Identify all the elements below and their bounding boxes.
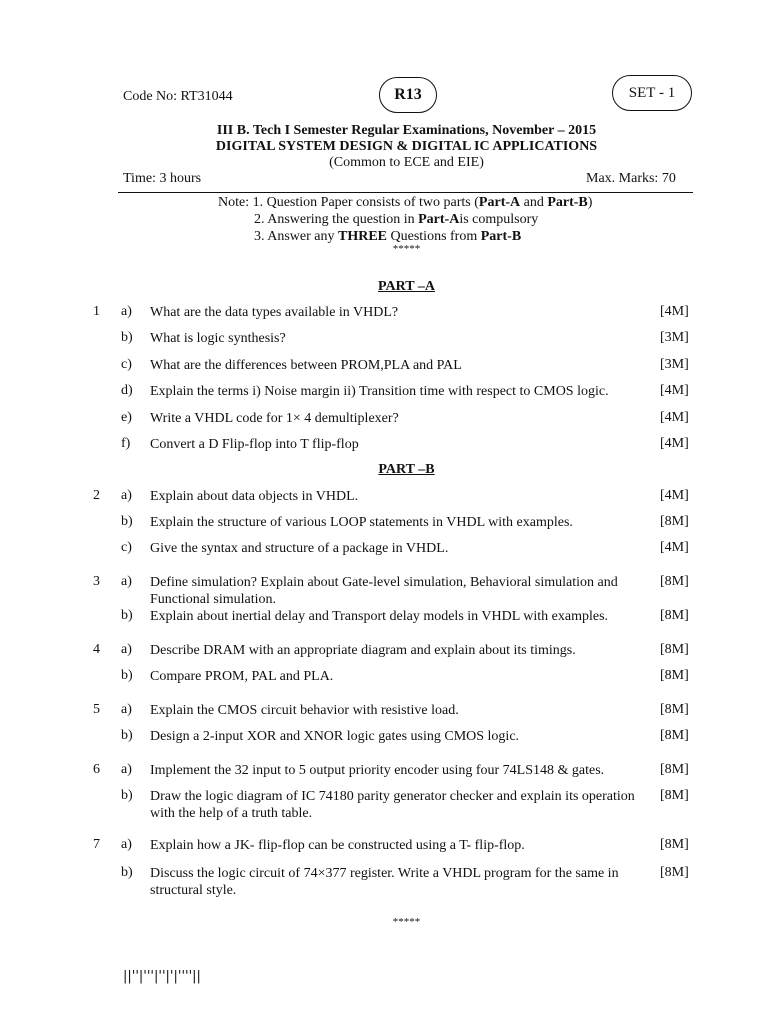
header-divider (118, 192, 693, 193)
exam-title: III B. Tech I Semester Regular Examinations, November – 2015 (216, 123, 597, 138)
question-marks: [8M] (660, 668, 689, 683)
question-text: What are the data types available in VHDL? (150, 305, 399, 320)
question-paper-code: Code No: RT31044 (123, 89, 233, 104)
part-a-heading: PART –A (378, 279, 435, 294)
sub-label: e) (121, 410, 132, 425)
question-marks: [8M] (660, 642, 689, 657)
sub-label: a) (121, 642, 132, 657)
note-line-2: 2. Answering the question in Part-Ais compulsory (254, 212, 539, 227)
sub-label: b) (121, 668, 133, 683)
question-text: Give the syntax and structure of a package in VHDL. (150, 541, 449, 556)
question-marks: [8M] (660, 608, 689, 623)
question-marks: [4M] (660, 488, 689, 503)
part-b-heading: PART –B (378, 462, 435, 477)
set-badge: SET - 1 (612, 75, 692, 111)
question-text: Define simulation? Explain about Gate-level simulation, Behavioral simulation and Functional simulation. (150, 575, 618, 607)
sub-label: b) (121, 728, 133, 743)
sub-label: b) (121, 330, 133, 345)
question-text: Design a 2-input XOR and XNOR logic gates using CMOS logic. (150, 729, 520, 744)
question-marks: [8M] (660, 762, 689, 777)
subject-title: DIGITAL SYSTEM DESIGN & DIGITAL IC APPLICATIONS (215, 139, 598, 154)
question-text: Implement the 32 input to 5 output priority encoder using four 74LS148 & gates. (150, 763, 605, 778)
question-number: 7 (93, 837, 100, 852)
question-text: Explain the terms i) Noise margin ii) Transition time with respect to CMOS logic. (150, 384, 609, 399)
question-marks: [8M] (660, 728, 689, 743)
question-number: 4 (93, 642, 100, 657)
question-text: Write a VHDL code for 1× 4 demultiplexer? (150, 411, 399, 426)
question-text: Explain about data objects in VHDL. (150, 489, 359, 504)
sub-label: b) (121, 608, 133, 623)
sub-label: a) (121, 702, 132, 717)
sub-label: b) (121, 788, 133, 803)
sub-label: d) (121, 383, 133, 398)
question-number: 1 (93, 304, 100, 319)
max-marks: Max. Marks: 70 (586, 171, 676, 186)
question-marks: [8M] (660, 865, 689, 880)
question-text: What is logic synthesis? (150, 331, 286, 346)
sub-label: a) (121, 762, 132, 777)
question-text: What are the differences between PROM,PLA and PAL (150, 358, 462, 373)
question-number: 3 (93, 574, 100, 589)
common-branches: (Common to ECE and EIE) (329, 155, 484, 170)
question-text: Explain about inertial delay and Transport delay models in VHDL with examples. (150, 609, 609, 624)
question-text: Describe DRAM with an appropriate diagram and explain about its timings. (150, 643, 576, 658)
question-marks: [8M] (660, 574, 689, 589)
end-stars: ***** (392, 916, 421, 928)
sub-label: b) (121, 865, 133, 880)
sub-label: a) (121, 574, 132, 589)
question-text: Discuss the logic circuit of 74×377 register. Write a VHDL program for the same in structural style. (150, 866, 619, 898)
question-marks: [8M] (660, 514, 689, 529)
question-marks: [4M] (660, 436, 689, 451)
question-marks: [8M] (660, 788, 689, 803)
question-marks: [4M] (660, 304, 689, 319)
question-marks: [4M] (660, 383, 689, 398)
question-text: Convert a D Flip-flop into T flip-flop (150, 437, 359, 452)
question-number: 2 (93, 488, 100, 503)
question-number: 5 (93, 702, 100, 717)
question-marks: [3M] (660, 357, 689, 372)
question-marks: [8M] (660, 702, 689, 717)
question-text: Explain the structure of various LOOP statements in VHDL with examples. (150, 515, 573, 530)
sub-label: a) (121, 304, 132, 319)
sub-label: a) (121, 837, 132, 852)
question-text: Explain the CMOS circuit behavior with resistive load. (150, 703, 459, 718)
sub-label: c) (121, 357, 132, 372)
question-marks: [3M] (660, 330, 689, 345)
regulation-badge: R13 (379, 77, 437, 113)
note-stars: ***** (392, 243, 421, 255)
question-marks: [4M] (660, 540, 689, 555)
sub-label: c) (121, 540, 132, 555)
question-text: Compare PROM, PAL and PLA. (150, 669, 334, 684)
exam-time: Time: 3 hours (123, 171, 202, 186)
question-text: Draw the logic diagram of IC 74180 parity generator checker and explain its operation with the help of a truth table. (150, 789, 635, 821)
question-marks: [8M] (660, 837, 689, 852)
sub-label: f) (121, 436, 131, 451)
sub-label: a) (121, 488, 132, 503)
question-number: 6 (93, 762, 100, 777)
note-line-3: 3. Answer any THREE Questions from Part-B (254, 229, 522, 244)
footer-code: ||''|'''|''|'|''''|| (123, 969, 201, 984)
note-line-1: Note: 1. Question Paper consists of two parts (Part-A and Part-B) (218, 195, 593, 210)
question-marks: [4M] (660, 410, 689, 425)
sub-label: b) (121, 514, 133, 529)
question-text: Explain how a JK- flip-flop can be constructed using a T- flip-flop. (150, 838, 525, 853)
